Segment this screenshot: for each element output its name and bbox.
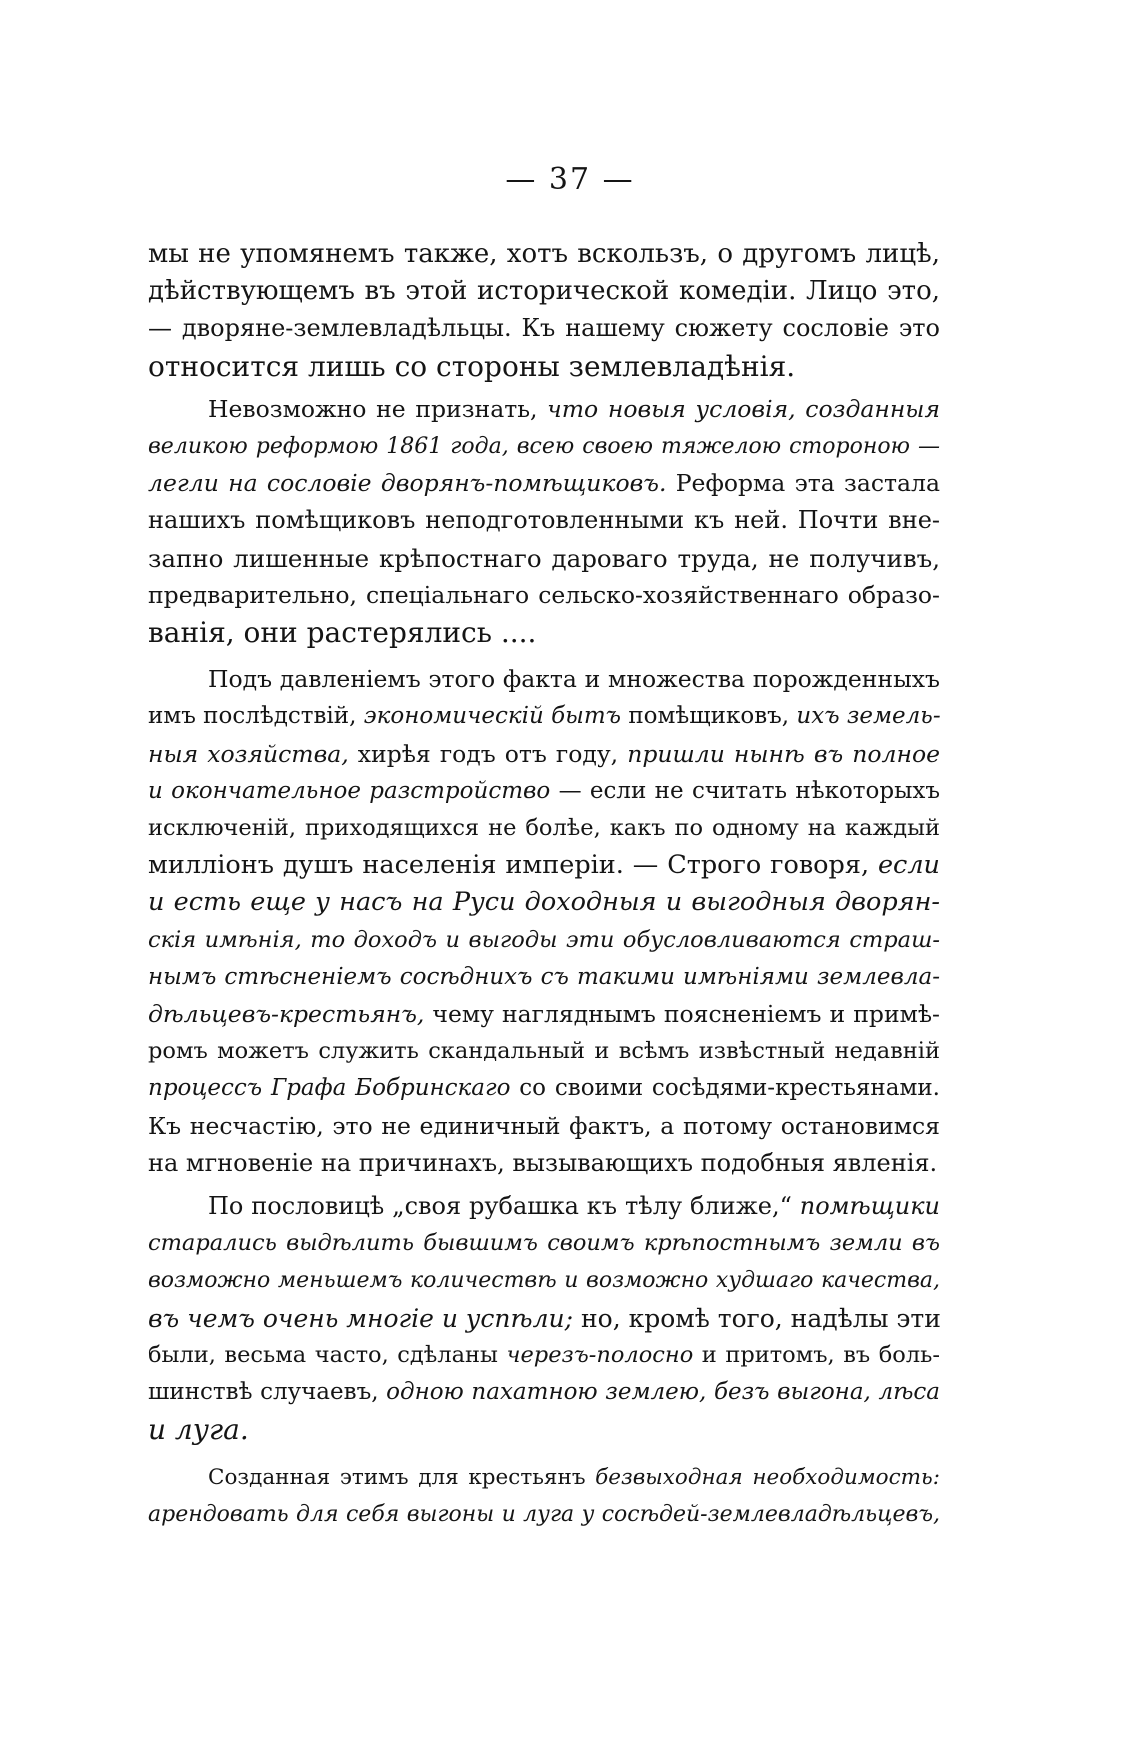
- text-line: [148, 959, 940, 996]
- text-run: запно лишенные крѣпостнаго дароваго труда, не получивъ,: [148, 543, 940, 573]
- text-run: старались выдѣлить бывшимъ своимъ крѣпостнымъ земли въ: [148, 1230, 940, 1257]
- text-run: хирѣя годъ отъ году,: [348, 739, 628, 768]
- page-number: — 37 —: [505, 162, 635, 197]
- text-run: со своими сосѣдями-крестьянами.: [510, 1075, 940, 1102]
- text-run: были, весьма часто, сдѣланы: [148, 1341, 507, 1368]
- text-run: дѣльцевъ-крестьянъ,: [148, 1000, 425, 1029]
- text-line: [148, 1337, 940, 1374]
- text-run: и окончательное разстройство: [148, 777, 551, 804]
- text-run: великою реформою 1861 года, всею своею тяжелою стороною —: [148, 434, 940, 460]
- text-line: [148, 847, 940, 884]
- text-run: процессъ Графа Бобринскаго: [148, 1075, 511, 1102]
- text-line: [148, 1459, 940, 1496]
- text-run: ромъ можетъ служить скандальный и всѣмъ извѣстный недавній: [148, 1038, 940, 1065]
- text-run: пришли нынѣ въ полное: [627, 739, 940, 768]
- text-run: если: [877, 850, 940, 881]
- text-line: [148, 1145, 940, 1182]
- text-run: арендовать для себя выгоны и луга у сосѣдей-землевладѣльцевъ,: [148, 1501, 940, 1527]
- text-run: черезъ-полосно: [506, 1341, 694, 1368]
- text-run: — если не считать нѣкоторыхъ: [550, 777, 940, 804]
- text-run: Реформа эта застала: [666, 469, 940, 498]
- text-run: и есть еще у насъ на Руси доходныя и выгодныя дворян-: [148, 887, 940, 918]
- text-run: помѣщики: [799, 1192, 940, 1221]
- text-line: [148, 1496, 940, 1533]
- text-line: [148, 773, 940, 810]
- text-run: По пословицѣ „своя рубашка къ тѣлу ближе,“: [208, 1192, 800, 1221]
- text-line: [148, 502, 940, 539]
- text-line: [148, 1070, 940, 1107]
- text-line: [148, 1033, 940, 1070]
- text-run: предварительно, спеціальнаго сельско-хозяйственнаго образо-: [148, 580, 940, 609]
- text-run: исключеній, приходящихся не болѣе, какъ по одному на каждый: [148, 815, 940, 842]
- text-line: [148, 661, 940, 698]
- text-run: дѣйствующемъ въ этой исторической комедіи. Лицо это,: [148, 276, 940, 307]
- text-line: [148, 577, 940, 614]
- text-run: — дворяне-землевладѣльцы. Къ нашему сюжету сословіе это: [148, 314, 940, 343]
- body-text: [148, 236, 940, 1533]
- text-line: [148, 1108, 940, 1145]
- text-line: [148, 1374, 940, 1411]
- text-run: возможно меньшемъ количествѣ и возможно худшаго качества,: [148, 1268, 940, 1294]
- text-line: [148, 540, 940, 577]
- text-line: [148, 391, 940, 428]
- text-run: Къ несчастію, это не единичный фактъ, а потому остановимся: [148, 1111, 940, 1140]
- text-run: но, кромѣ того, надѣлы эти: [573, 1303, 941, 1333]
- text-line: [148, 1411, 940, 1448]
- text-run: легли на сословіе дворянъ-помѣщиковъ.: [148, 469, 667, 498]
- text-run: чему нагляднымъ поясненіемъ и примѣ-: [424, 1000, 940, 1029]
- text-run: милліонъ душъ населенія имперіи. — Строго говоря,: [148, 850, 878, 881]
- text-run: ванія, они растерялись ....: [148, 616, 537, 650]
- text-run: въ чемъ очень многіе и успѣли;: [148, 1303, 574, 1333]
- text-line: [148, 1300, 940, 1337]
- text-line: [148, 348, 940, 385]
- text-line: [148, 736, 940, 773]
- text-run: нымъ стѣсненіемъ сосѣднихъ съ такими имѣніями землевла-: [148, 963, 940, 990]
- text-line: [148, 465, 940, 502]
- text-run: нашихъ помѣщиковъ неподготовленными къ ней. Почти вне-: [148, 506, 940, 535]
- text-run: шинствѣ случаевъ,: [148, 1379, 387, 1406]
- text-line: [148, 1188, 940, 1225]
- text-line: [148, 310, 940, 347]
- text-line: [148, 273, 940, 310]
- text-run: мы не упомянемъ также, хотъ вскользъ, о другомъ лицѣ,: [148, 239, 940, 269]
- text-line: [148, 614, 940, 651]
- text-run: на мгновеніе на причинахъ, вызывающихъ подобныя явленія.: [148, 1148, 938, 1177]
- text-line: [148, 922, 940, 959]
- text-run: имъ послѣдствій,: [148, 703, 364, 730]
- text-run: скія имѣнія, то доходъ и выгоды эти обусловливаются страш-: [148, 926, 940, 953]
- text-run: и луга.: [148, 1413, 249, 1447]
- text-run: Подъ давленіемъ этого факта и множества порожденныхъ: [208, 665, 940, 694]
- text-line: [148, 1262, 940, 1299]
- text-line: [148, 810, 940, 847]
- text-run: одною пахатною землею, безъ выгона, лѣса: [386, 1379, 940, 1406]
- text-run: и притомъ, въ боль-: [693, 1341, 940, 1368]
- text-run: относится лишь со стороны землевладѣнія.: [148, 349, 796, 383]
- text-run: помѣщиковъ,: [621, 703, 797, 730]
- text-run: Созданная этимъ для крестьянъ: [208, 1464, 596, 1490]
- text-run: ихъ земель-: [796, 703, 941, 730]
- text-run: безвыходная необходимость:: [595, 1464, 940, 1490]
- text-run: экономическій бытъ: [363, 703, 622, 730]
- text-run: что новыя условія, созданныя: [547, 394, 940, 423]
- text-run: ныя хозяйства,: [148, 739, 349, 768]
- text-line: [148, 884, 940, 921]
- text-line: [148, 698, 940, 735]
- text-line: [148, 236, 940, 273]
- text-line: [148, 1225, 940, 1262]
- text-run: Невозможно не признать,: [208, 394, 548, 423]
- text-line: [148, 996, 940, 1033]
- text-line: [148, 428, 940, 465]
